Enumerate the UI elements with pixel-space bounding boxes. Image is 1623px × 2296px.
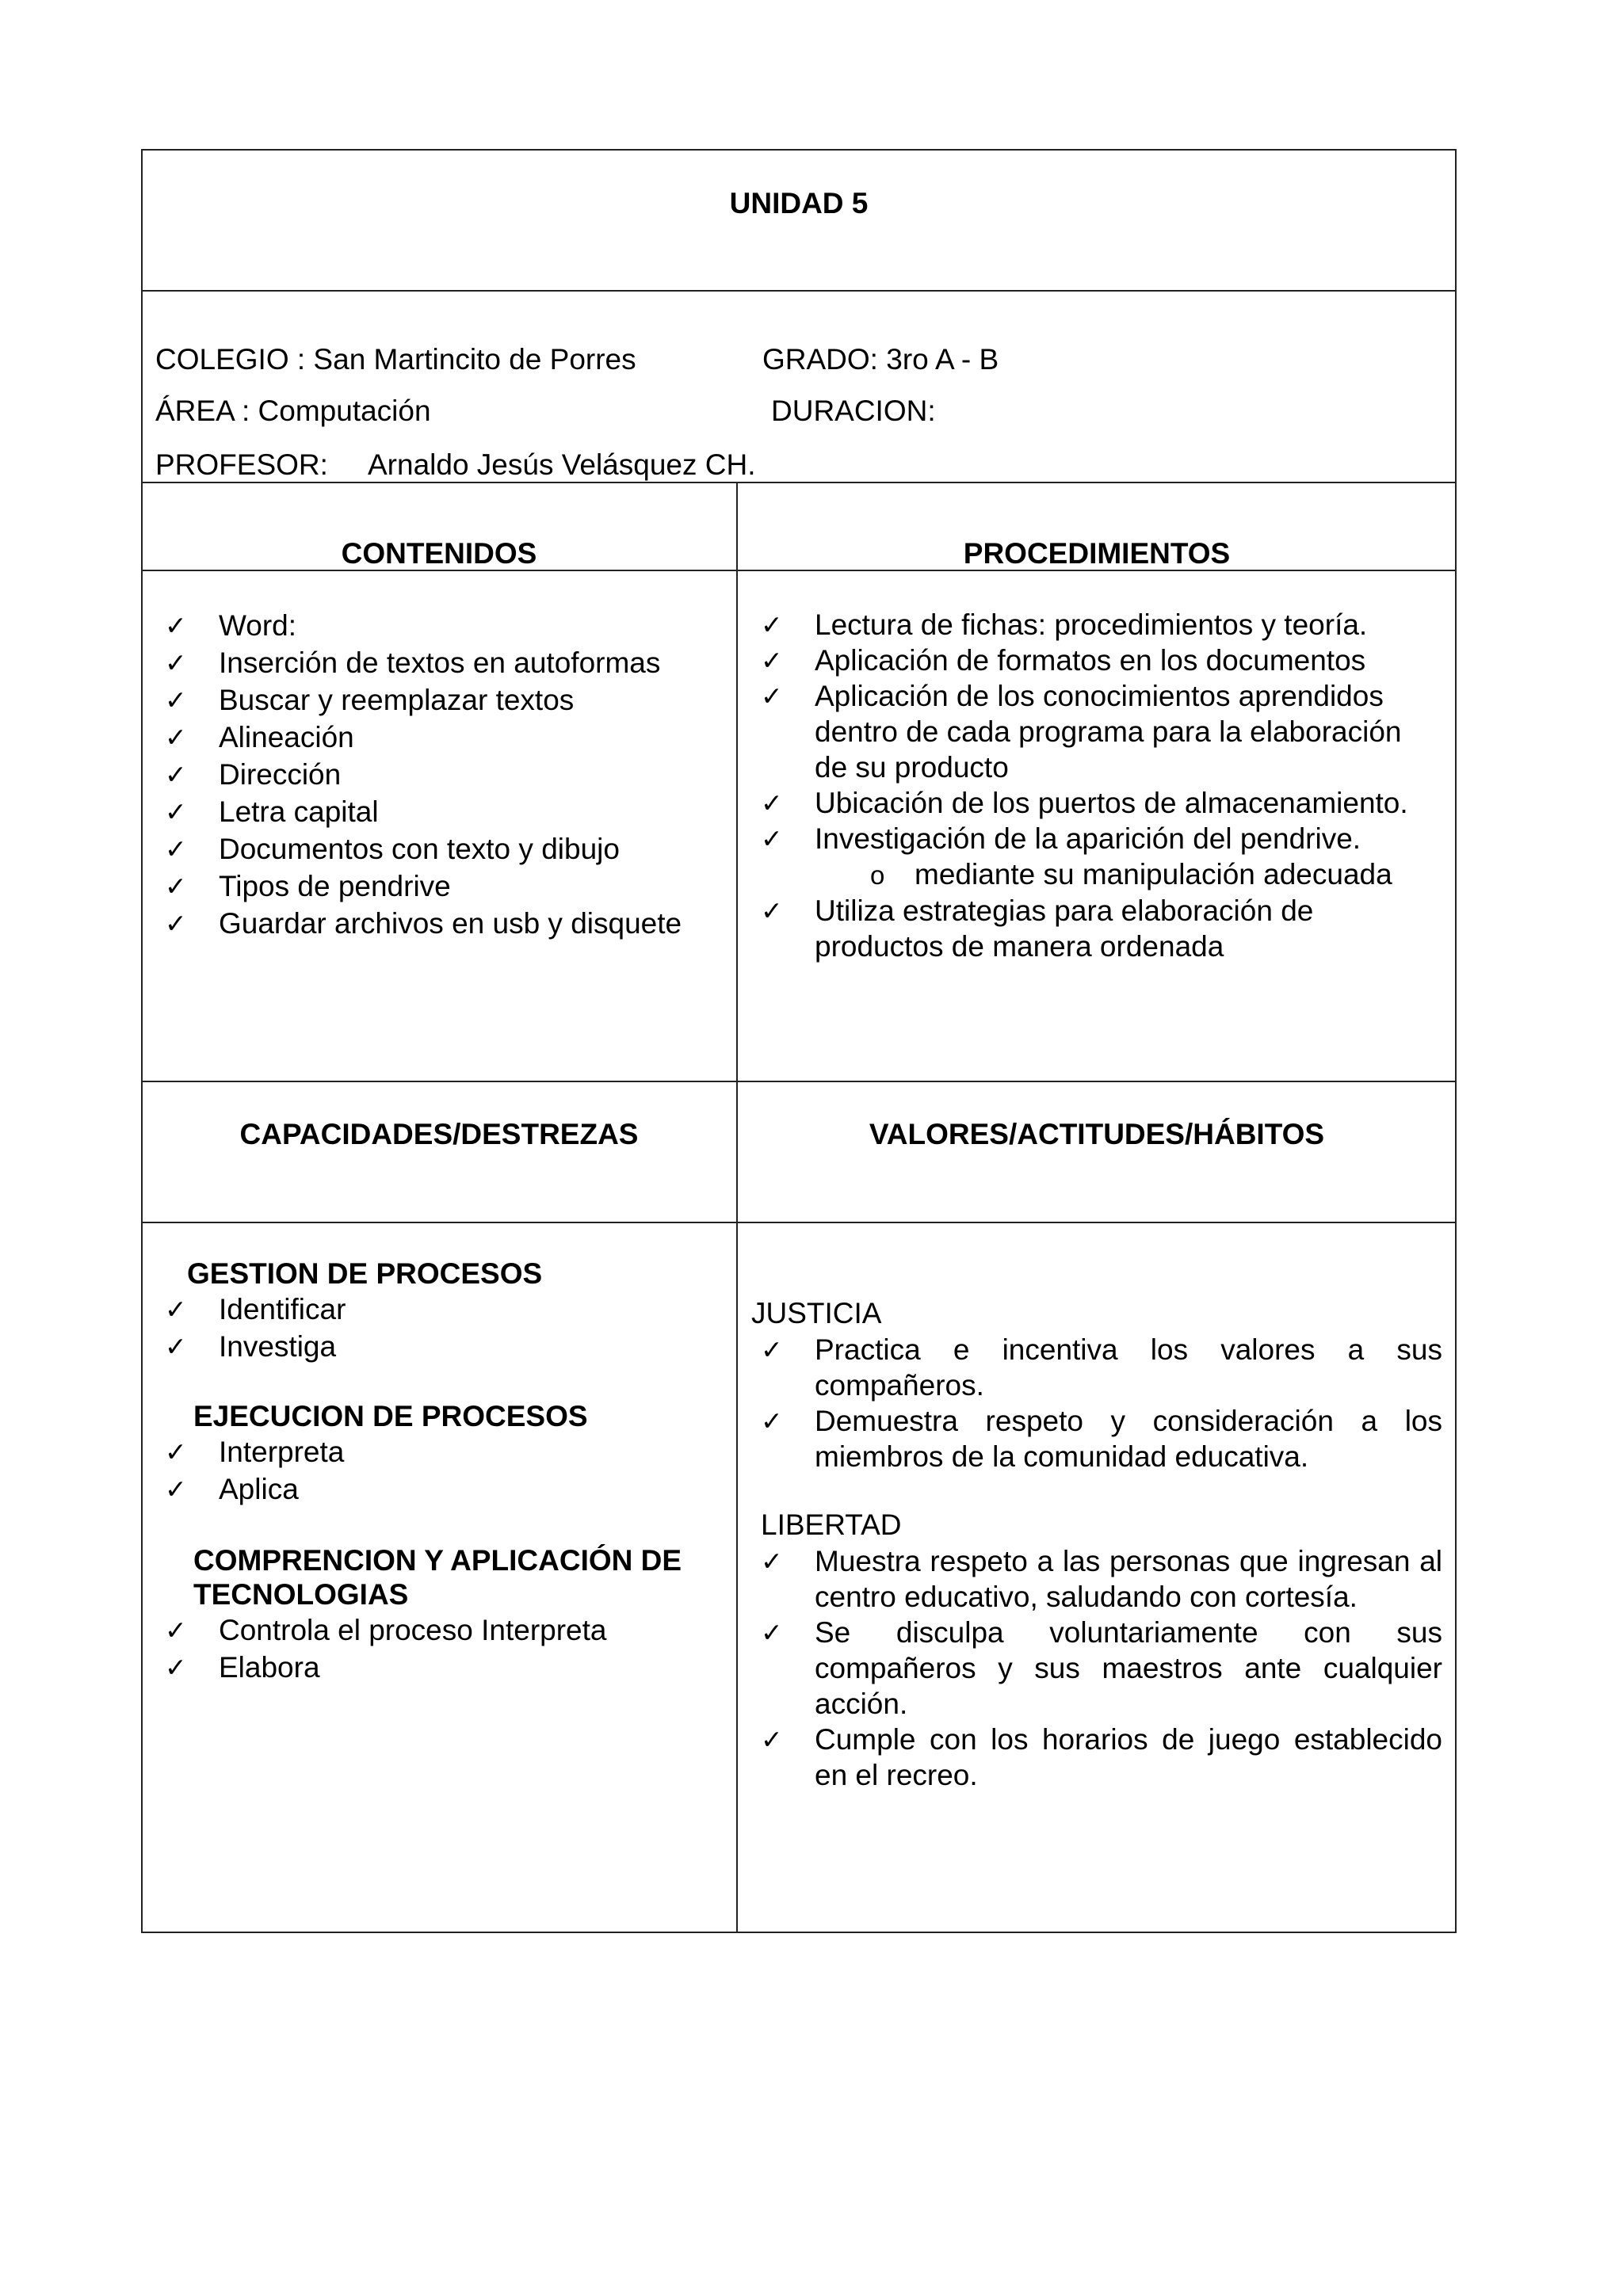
grado-text: GRADO: 3ro A - B [762, 343, 999, 376]
list-item: ✓ Lectura de fichas: procedimientos y teoría. [761, 608, 1368, 641]
list-item: ✓ Se disculpa voluntariamente con sus compañeros y sus maestros ante cualquier acción. [761, 1616, 1442, 1720]
list-item: ✓ Identificar [155, 1291, 726, 1328]
procedimientos-list [751, 607, 1409, 964]
circle-bullet-icon: o [870, 860, 885, 890]
list-item: ✓ Buscar y reemplazar textos [155, 681, 726, 719]
capacidades-list [155, 1611, 726, 1686]
list-item: ✓ Letra capital [155, 793, 726, 830]
check-icon: ✓ [165, 647, 187, 678]
list-item: ✓ Utiliza estrategias para elaboración de productos de manera ordenada [761, 894, 1314, 963]
list-item: o mediante su manipulación adecuada [870, 856, 1409, 893]
check-icon: ✓ [165, 1615, 187, 1646]
capacidades-list [155, 1433, 726, 1508]
check-icon: ✓ [165, 1474, 187, 1505]
procedimientos-cell [751, 607, 1409, 964]
check-icon: ✓ [165, 871, 187, 902]
border-bottom [141, 1932, 1457, 1933]
list-item: ✓ Practica e incentiva los valores a sus compañeros. [761, 1333, 1442, 1402]
unit-plan-table [141, 149, 1457, 1933]
check-icon: ✓ [165, 1652, 187, 1683]
check-icon: ✓ [761, 1405, 783, 1436]
list-item: ✓ Documentos con texto y dibujo [155, 830, 726, 868]
check-icon: ✓ [761, 681, 783, 711]
list-item: ✓ Aplica [155, 1470, 726, 1508]
unit-title: UNIDAD 5 [729, 187, 869, 219]
list-item: ✓ Aplicación de formatos en los documentos [761, 644, 1366, 677]
valores-list [751, 1332, 1442, 1474]
check-icon: ✓ [165, 796, 187, 827]
profesor-label: PROFESOR: [155, 448, 328, 481]
border-right [1455, 149, 1457, 1933]
check-icon: ✓ [165, 908, 187, 939]
list-item: ✓ Interpreta [155, 1433, 726, 1470]
section-title: LIBERTAD [761, 1508, 902, 1541]
valores-cell [751, 1295, 1442, 1793]
list-item: ✓ Alineación [155, 719, 726, 756]
section-title: COMPRENCION Y APLICACIÓN DE TECNOLOGIAS [193, 1544, 682, 1611]
check-icon: ✓ [761, 1546, 783, 1577]
check-icon: ✓ [165, 685, 187, 715]
check-icon: ✓ [761, 1334, 783, 1365]
border-h5 [141, 1222, 1457, 1223]
border-h4 [141, 1081, 1457, 1082]
colegio-text: COLEGIO : San Martincito de Porres [155, 343, 636, 376]
list-item: ✓ Ubicación de los puertos de almacenamiento. [761, 787, 1408, 819]
section-title: EJECUCION DE PROCESOS [193, 1400, 588, 1432]
area-text: ÁREA : Computación [155, 395, 431, 427]
list-item: ✓ Word: [155, 607, 726, 644]
list-item: ✓ Elabora [155, 1649, 726, 1686]
capacidades-heading: CAPACIDADES/DESTREZAS [239, 1118, 639, 1150]
check-icon: ✓ [761, 1617, 783, 1648]
profesor-name: Arnaldo Jesús Velásquez CH. [368, 448, 756, 481]
list-item: ✓ Demuestra respeto y consideración a los miembros de la comunidad educativa. [761, 1405, 1442, 1473]
check-icon: ✓ [165, 759, 187, 790]
procedimientos-sublist [815, 856, 1409, 893]
check-icon: ✓ [165, 722, 187, 753]
valores-heading: VALORES/ACTITUDES/HÁBITOS [869, 1118, 1325, 1150]
duracion-text: DURACION: [771, 395, 936, 427]
border-top [141, 149, 1457, 151]
check-icon: ✓ [165, 1294, 187, 1325]
list-item: ✓ Cumple con los horarios de juego establecido en el recreo. [761, 1723, 1442, 1791]
check-icon: ✓ [165, 610, 187, 641]
list-item: ✓ Muestra respeto a las personas que ingresan al centro educativo, saludando con cortesía. [761, 1545, 1442, 1613]
section-title: JUSTICIA [751, 1297, 882, 1329]
check-icon: ✓ [761, 1724, 783, 1755]
list-item: ✓ Controla el proceso Interpreta [155, 1611, 726, 1649]
check-icon: ✓ [761, 823, 783, 854]
list-item: ✓ Aplicación de los conocimientos aprendidos dentro de cada programa para la elaboración de su producto [761, 680, 1402, 784]
capacidades-list [155, 1291, 726, 1365]
contenidos-heading: CONTENIDOS [341, 537, 537, 570]
list-item: ✓ Inserción de textos en autoformas [155, 644, 726, 681]
check-icon: ✓ [165, 1331, 187, 1362]
check-icon: ✓ [761, 645, 783, 676]
list-item: ✓ Tipos de pendrive [155, 868, 726, 905]
border-middle [736, 482, 738, 1933]
section-title: GESTION DE PROCESOS [187, 1257, 543, 1290]
list-item: ✓ Dirección [155, 756, 726, 793]
contenidos-cell [155, 607, 726, 942]
procedimientos-heading: PROCEDIMIENTOS [963, 537, 1231, 570]
check-icon: ✓ [165, 1436, 187, 1467]
border-h2 [141, 482, 1457, 483]
check-icon: ✓ [761, 609, 783, 640]
check-icon: ✓ [165, 833, 187, 864]
valores-list [751, 1543, 1442, 1793]
capacidades-cell [155, 1257, 726, 1686]
list-item: ✓ Investigación de la aparición del pendrive. o mediante su manipulación adecuada [751, 821, 1409, 893]
check-icon: ✓ [761, 895, 783, 926]
contenidos-list [155, 607, 726, 942]
border-left [141, 149, 143, 1933]
border-h1 [141, 290, 1457, 292]
list-item: ✓ Investiga [155, 1328, 726, 1365]
list-item: ✓ Guardar archivos en usb y disquete [155, 905, 726, 942]
check-icon: ✓ [761, 788, 783, 818]
